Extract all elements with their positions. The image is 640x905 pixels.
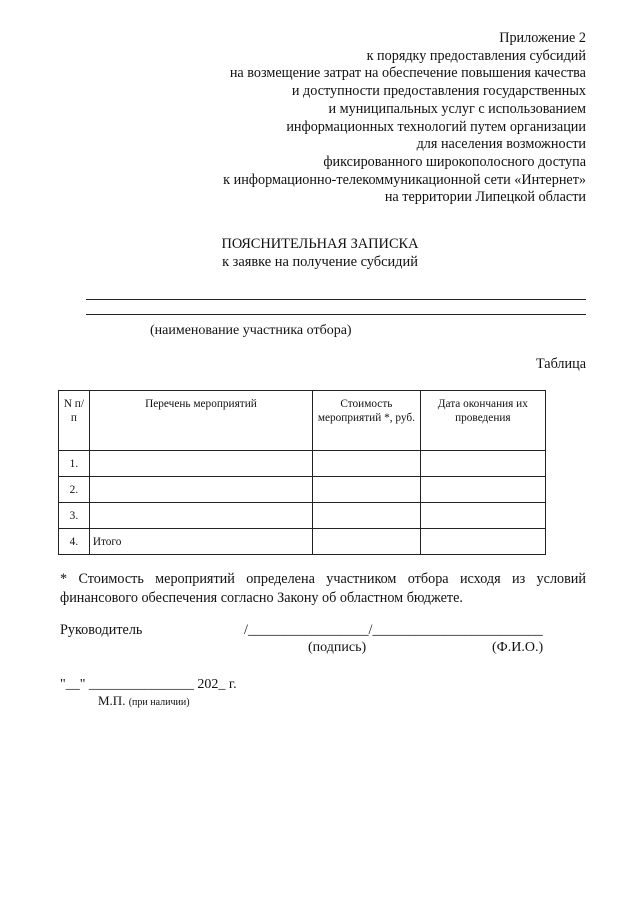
participant-name-line-2[interactable] bbox=[86, 314, 586, 315]
row-date-cell[interactable] bbox=[420, 477, 545, 503]
row-number: 1. bbox=[59, 451, 90, 477]
table-header-row bbox=[59, 391, 546, 451]
appendix-line: к порядку предоставления субсидий bbox=[366, 47, 586, 64]
appendix-line: к информационно-телекоммуникационной сети «Интернет» bbox=[223, 171, 586, 188]
row-measure-cell[interactable] bbox=[89, 451, 312, 477]
appendix-line: информационных технологий путем организации bbox=[286, 118, 586, 135]
header-number: N п/п bbox=[59, 391, 90, 451]
row-number: 3. bbox=[59, 503, 90, 529]
header-cost: Стоимость мероприятий *, руб. bbox=[313, 391, 421, 451]
appendix-header bbox=[116, 30, 586, 207]
appendix-line: для населения возможности bbox=[416, 136, 586, 153]
cost-footnote: * Стоимость мероприятий определена участником отбора исходя из условий финансового обеспечения согласно Закону об областном бюджете. bbox=[60, 571, 586, 606]
appendix-line: на возмещение затрат на обеспечение повышения качества bbox=[229, 65, 586, 82]
table-row bbox=[59, 503, 546, 529]
measures-table bbox=[58, 390, 546, 555]
participant-name-line[interactable] bbox=[86, 299, 586, 300]
total-cost-cell[interactable] bbox=[313, 529, 421, 555]
date-field[interactable]: "__" _______________ 202_ г. bbox=[60, 677, 237, 692]
header-end-date: Дата окончания их проведения bbox=[420, 391, 545, 451]
appendix-line: и муниципальных услуг с использованием bbox=[328, 100, 586, 117]
head-label: Руководитель bbox=[60, 622, 143, 638]
signature-caption: (подпись) bbox=[308, 640, 367, 655]
row-number: 2. bbox=[59, 477, 90, 503]
row-date-cell[interactable] bbox=[420, 503, 545, 529]
document-title: ПОЯСНИТЕЛЬНАЯ ЗАПИСКА bbox=[221, 236, 419, 252]
table-row bbox=[59, 477, 546, 503]
row-measure-cell[interactable] bbox=[89, 477, 312, 503]
header-measures: Перечень мероприятий bbox=[89, 391, 312, 451]
appendix-line: Приложение 2 bbox=[499, 30, 586, 46]
row-measure-cell[interactable] bbox=[89, 503, 312, 529]
signature-field[interactable]: /_________________/________________________ bbox=[244, 622, 543, 638]
participant-caption: (наименование участника отбора) bbox=[150, 323, 352, 338]
table-caption: Таблица bbox=[535, 356, 586, 372]
appendix-line: на территории Липецкой области bbox=[384, 189, 586, 206]
document-subtitle: к заявке на получение субсидий bbox=[222, 254, 418, 270]
seal-label: М.П. bbox=[98, 693, 126, 708]
row-number: 4. bbox=[59, 529, 90, 555]
appendix-line: и доступности предоставления государственных bbox=[291, 83, 586, 100]
full-name-caption: (Ф.И.О.) bbox=[492, 640, 544, 655]
table-row-total bbox=[59, 529, 546, 555]
total-label: Итого bbox=[89, 529, 312, 555]
total-date-cell[interactable] bbox=[420, 529, 545, 555]
row-cost-cell[interactable] bbox=[313, 451, 421, 477]
appendix-line: фиксированного широкополосного доступа bbox=[323, 153, 586, 170]
seal-note: (при наличии) bbox=[128, 697, 190, 708]
seal-placeholder bbox=[98, 693, 190, 709]
table-row bbox=[59, 451, 546, 477]
row-date-cell[interactable] bbox=[420, 451, 545, 477]
row-cost-cell[interactable] bbox=[313, 477, 421, 503]
row-cost-cell[interactable] bbox=[313, 503, 421, 529]
